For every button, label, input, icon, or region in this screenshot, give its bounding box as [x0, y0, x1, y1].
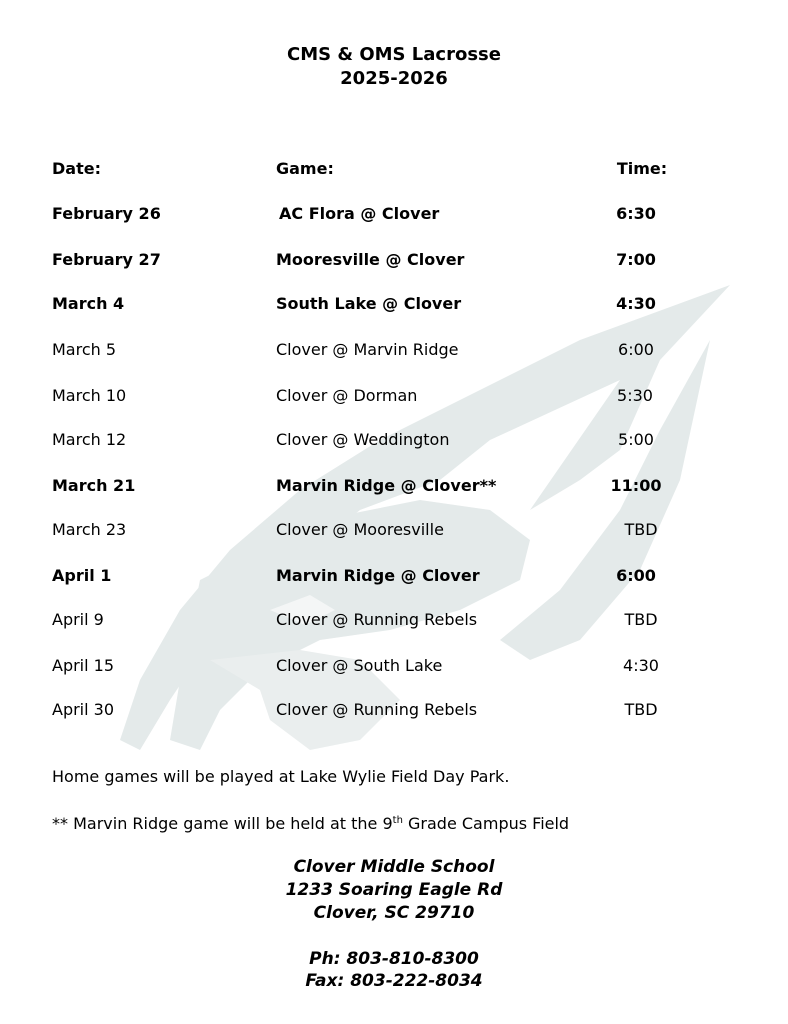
game-matchup: South Lake @ Clover	[276, 294, 462, 313]
game-matchup: Clover @ Running Rebels	[276, 610, 478, 629]
game-date: March 21	[52, 476, 136, 495]
game-matchup: Clover @ Marvin Ridge	[276, 340, 459, 359]
game-date: March 23	[52, 520, 127, 539]
game-matchup: AC Flora @ Clover	[279, 204, 440, 223]
table-row	[0, 699, 788, 721]
marvin-ridge-footnote	[52, 813, 569, 835]
table-row	[0, 655, 788, 677]
game-date: April 30	[52, 700, 115, 719]
season-label: 2025-2026	[340, 68, 448, 89]
table-row	[0, 339, 788, 361]
school-address: 1233 Soaring Eagle Rd	[285, 880, 503, 900]
game-date: March 4	[52, 294, 125, 313]
table-row	[0, 293, 788, 315]
game-date: February 27	[52, 250, 161, 269]
table-row	[0, 475, 788, 497]
game-time: 11:00	[610, 476, 662, 495]
table-row	[0, 249, 788, 271]
game-matchup: Marvin Ridge @ Clover	[276, 566, 480, 585]
document-title: CMS & OMS Lacrosse	[287, 44, 501, 65]
game-matchup: Clover @ Running Rebels	[276, 700, 478, 719]
table-header	[0, 158, 788, 180]
game-date: March 10	[52, 386, 127, 405]
home-games-note: Home games will be played at Lake Wylie Field Day Park.	[52, 767, 510, 786]
game-matchup: Marvin Ridge @ Clover**	[276, 476, 497, 495]
table-row	[0, 385, 788, 407]
game-time: 4:30	[623, 656, 659, 675]
school-phone: Ph: 803-810-8300	[309, 949, 479, 969]
game-time: 6:00	[618, 340, 654, 359]
game-date: March 12	[52, 430, 127, 449]
game-date: April 9	[52, 610, 104, 629]
time-column-header: Time:	[616, 159, 668, 178]
game-time: 6:00	[616, 566, 656, 585]
game-matchup: Clover @ Weddington	[276, 430, 450, 449]
game-matchup: Clover @ Dorman	[276, 386, 418, 405]
game-time: TBD	[624, 520, 658, 539]
footnote-text-end: Grade Campus Field	[402, 814, 570, 833]
game-matchup: Clover @ Mooresville	[276, 520, 444, 539]
ordinal-superscript: th	[392, 815, 403, 826]
school-name: Clover Middle School	[293, 857, 495, 877]
table-row	[0, 565, 788, 587]
game-time: 5:30	[617, 386, 653, 405]
game-time: TBD	[624, 700, 658, 719]
game-date: April 1	[52, 566, 112, 585]
school-fax: Fax: 803-222-8034	[305, 971, 483, 991]
game-column-header: Game:	[276, 159, 334, 178]
footnote-text-start: ** Marvin Ridge game will be held at the 9	[52, 814, 393, 833]
game-time: 5:00	[618, 430, 654, 449]
school-city: Clover, SC 29710	[313, 903, 475, 923]
game-matchup: Mooresville @ Clover	[276, 250, 465, 269]
game-time: 4:30	[616, 294, 656, 313]
table-row	[0, 429, 788, 451]
game-time: TBD	[624, 610, 658, 629]
table-row	[0, 519, 788, 541]
table-row	[0, 203, 788, 225]
game-date: February 26	[52, 204, 161, 223]
game-date: March 5	[52, 340, 117, 359]
game-time: 6:30	[616, 204, 656, 223]
date-column-header: Date:	[52, 159, 101, 178]
table-row	[0, 609, 788, 631]
game-date: April 15	[52, 656, 115, 675]
game-matchup: Clover @ South Lake	[276, 656, 443, 675]
game-time: 7:00	[616, 250, 656, 269]
